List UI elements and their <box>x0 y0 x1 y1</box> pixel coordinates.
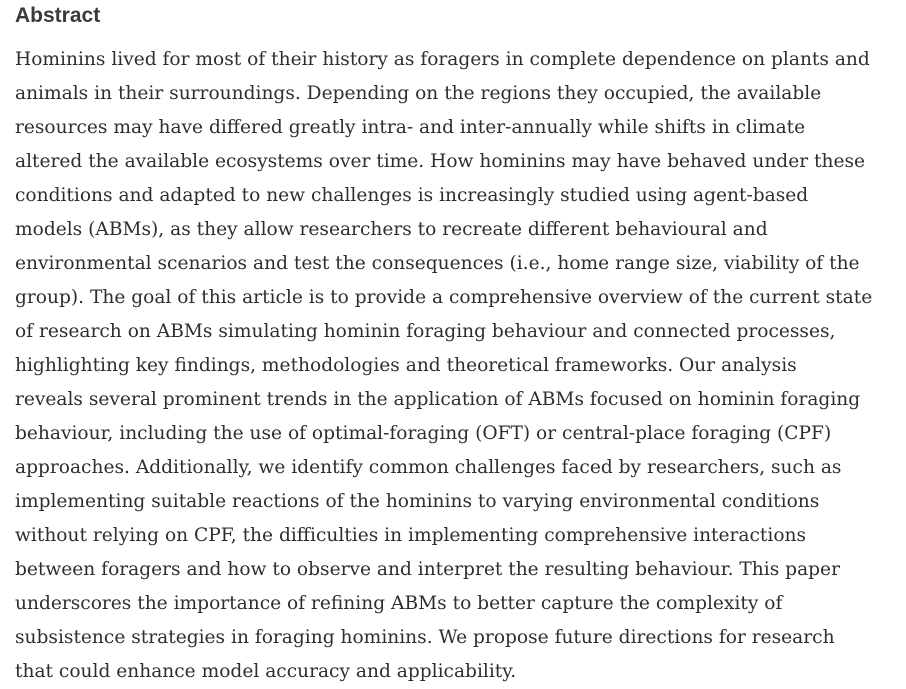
abstract-line: approaches. Additionally, we identify common challenges faced by researchers, such as <box>15 457 842 478</box>
abstract-line: animals in their surroundings. Depending on the regions they occupied, the available <box>15 83 822 104</box>
abstract-body <box>15 29 895 689</box>
abstract-line: conditions and adapted to new challenges is increasingly studied using agent-based <box>15 185 809 206</box>
abstract-line: between foragers and how to observe and interpret the resulting behaviour. This paper <box>15 559 840 580</box>
abstract-heading: Abstract <box>15 4 101 27</box>
abstract-line: underscores the importance of refining ABMs to better capture the complexity of <box>15 593 783 614</box>
abstract-line: that could enhance model accuracy and applicability. <box>15 661 517 682</box>
abstract-line: highlighting key findings, methodologies and theoretical frameworks. Our analysis <box>15 355 797 376</box>
abstract-line: of research on ABMs simulating hominin foraging behaviour and connected processes, <box>15 321 836 342</box>
abstract-line: subsistence strategies in foraging hominins. We propose future directions for research <box>15 627 835 648</box>
abstract-line: Hominins lived for most of their history as foragers in complete dependence on plants and <box>15 49 870 70</box>
abstract-line: behaviour, including the use of optimal-foraging (OFT) or central-place foraging (CPF) <box>15 423 832 444</box>
abstract-line: reveals several prominent trends in the application of ABMs focused on hominin foraging <box>15 389 861 410</box>
abstract-line: environmental scenarios and test the consequences (i.e., home range size, viability of the <box>15 253 860 274</box>
abstract-line: without relying on CPF, the difficulties in implementing comprehensive interactions <box>15 525 807 546</box>
abstract-line: altered the available ecosystems over time. How hominins may have behaved under these <box>15 151 866 172</box>
abstract-line: models (ABMs), as they allow researchers to recreate different behavioural and <box>15 219 768 240</box>
abstract-section <box>15 0 895 689</box>
abstract-line: group). The goal of this article is to provide a comprehensive overview of the current state <box>15 287 873 308</box>
abstract-line: resources may have differed greatly intra- and inter-annually while shifts in climate <box>15 117 806 138</box>
abstract-line: implementing suitable reactions of the hominins to varying environmental conditions <box>15 491 820 512</box>
